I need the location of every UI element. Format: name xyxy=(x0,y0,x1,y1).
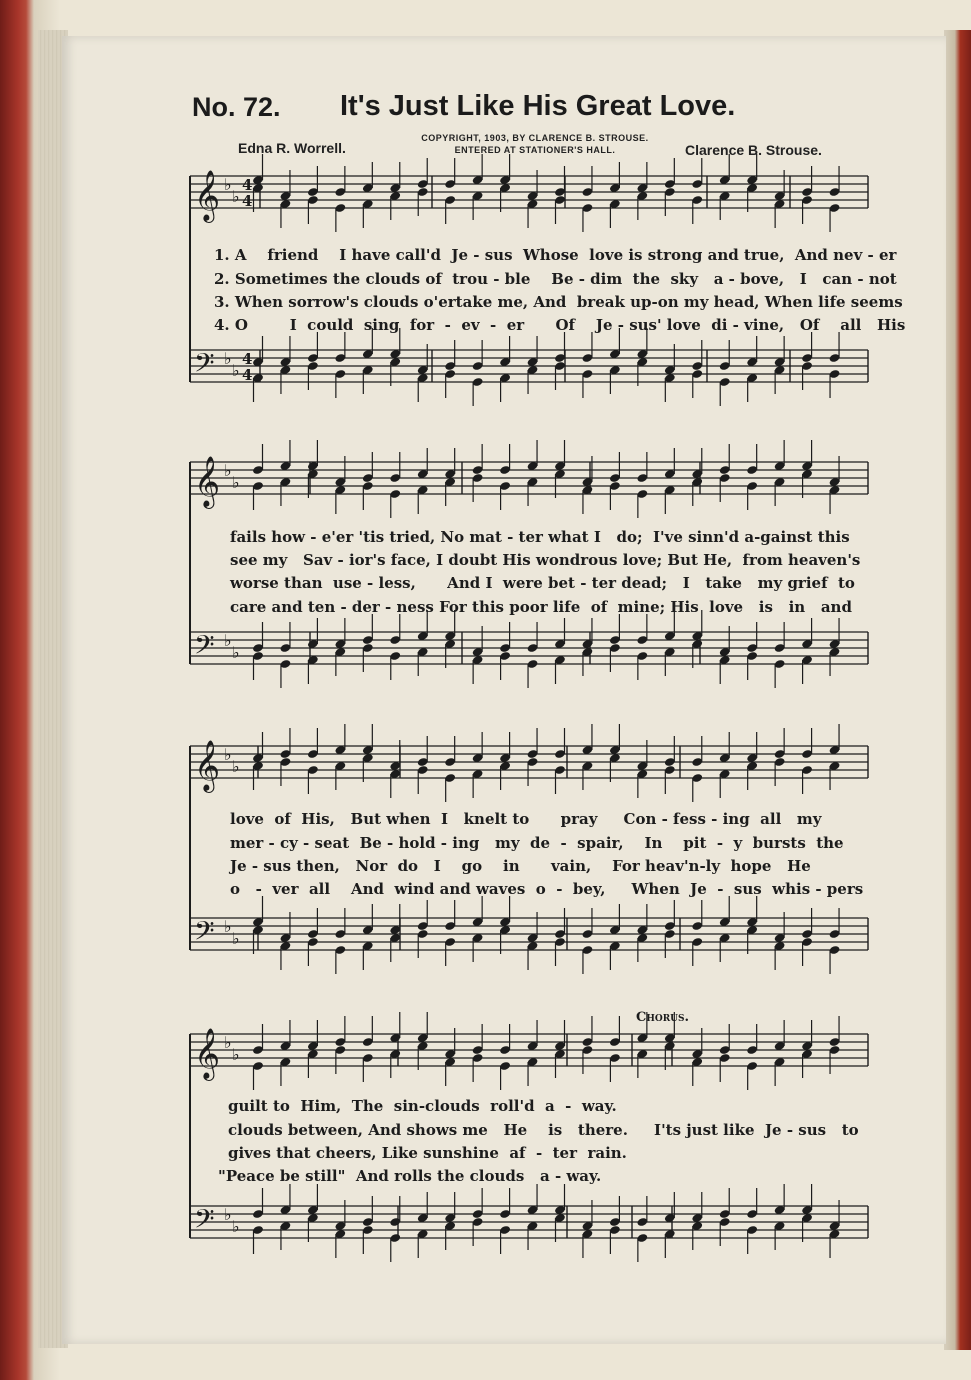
bass-clef-icon: 𝄢 xyxy=(194,347,215,385)
flat-icon: ♭ xyxy=(232,1217,240,1236)
time-signature-bottom: 4 xyxy=(242,366,253,384)
lyric-line: clouds between, And shows me He is there. I'ts just like Je - sus to xyxy=(228,1121,859,1139)
hymn-title: It's Just Like His Great Love. xyxy=(340,90,736,122)
lyric-line: gives that cheers, Like sunshine af - ter rain. xyxy=(228,1144,627,1162)
flat-icon: ♭ xyxy=(224,631,232,650)
bass-clef-icon: 𝄢 xyxy=(194,1203,215,1241)
lyric-line: worse than use - less, And I were bet - ter dead; I take my grief to xyxy=(230,574,855,592)
treble-clef-icon: 𝄞 xyxy=(194,1028,221,1079)
lyric-line: love of His, But when I knelt to pray Con - fess - ing all my xyxy=(230,810,822,828)
composer-credit: Clarence B. Strouse. xyxy=(685,142,822,158)
flat-icon: ♭ xyxy=(232,361,240,380)
lyric-line: Je - sus then, Nor do I go in vain, For heav'n-ly hope He xyxy=(230,857,811,875)
flat-icon: ♭ xyxy=(224,175,232,194)
flat-icon: ♭ xyxy=(224,917,232,936)
lyricist-credit: Edna R. Worrell. xyxy=(238,140,346,156)
lyric-line: 4. O I could sing for - ev - er Of Je - sus' love di - vine, Of all His xyxy=(214,316,906,334)
flat-icon: ♭ xyxy=(224,745,232,764)
lyric-line: fails how - e'er 'tis tried, No mat - ter what I do; I've sinn'd a-gainst this xyxy=(230,528,850,546)
flat-icon: ♭ xyxy=(224,1033,232,1052)
lyric-line: mer - cy - seat Be - hold - ing my de - spair, In pit - y bursts the xyxy=(230,834,844,852)
lyric-line: "Peace be still" And rolls the clouds a - way. xyxy=(218,1167,602,1185)
bass-clef-icon: 𝄢 xyxy=(194,629,215,667)
flat-icon: ♭ xyxy=(232,1045,240,1064)
treble-clef-icon: 𝄞 xyxy=(194,170,221,221)
flat-icon: ♭ xyxy=(232,929,240,948)
copyright-line-2: ENTERED AT STATIONER'S HALL. xyxy=(454,145,616,155)
copyright-line-1: COPYRIGHT, 1903, BY CLARENCE B. STROUSE. xyxy=(421,133,649,143)
lyric-line: 3. When sorrow's clouds o'ertake me, And break up-on my head, When life seems xyxy=(214,293,903,311)
flat-icon: ♭ xyxy=(232,643,240,662)
time-signature-top: 4 xyxy=(242,350,253,368)
hymn-number: No. 72. xyxy=(192,92,281,122)
time-signature-bottom: 4 xyxy=(242,192,253,210)
flat-icon: ♭ xyxy=(232,473,240,492)
flat-icon: ♭ xyxy=(224,349,232,368)
lyric-line: care and ten - der - ness For this poor life of mine; His love is in and xyxy=(230,598,852,616)
flat-icon: ♭ xyxy=(232,187,240,206)
lyric-line: see my Sav - ior's face, I doubt His wondrous love; But He, from heaven's xyxy=(230,551,861,569)
lyric-line: guilt to Him, The sin-clouds roll'd a - way. xyxy=(228,1097,617,1115)
chorus-label: Chorus. xyxy=(636,1010,690,1025)
lyric-line: 1. A friend I have call'd Je - sus Whose love is strong and true, And nev - er xyxy=(214,246,897,264)
lyric-line: o - ver all And wind and waves o - bey, When Je - sus whis - pers xyxy=(230,880,864,898)
treble-clef-icon: 𝄞 xyxy=(194,740,221,791)
flat-icon: ♭ xyxy=(232,757,240,776)
bass-clef-icon: 𝄢 xyxy=(194,915,215,953)
time-signature-top: 4 xyxy=(242,176,253,194)
lyric-line: 2. Sometimes the clouds of trou - ble Be - dim the sky a - bove, I can - not xyxy=(214,270,897,288)
flat-icon: ♭ xyxy=(224,461,232,480)
flat-icon: ♭ xyxy=(224,1205,232,1224)
treble-clef-icon: 𝄞 xyxy=(194,456,221,507)
